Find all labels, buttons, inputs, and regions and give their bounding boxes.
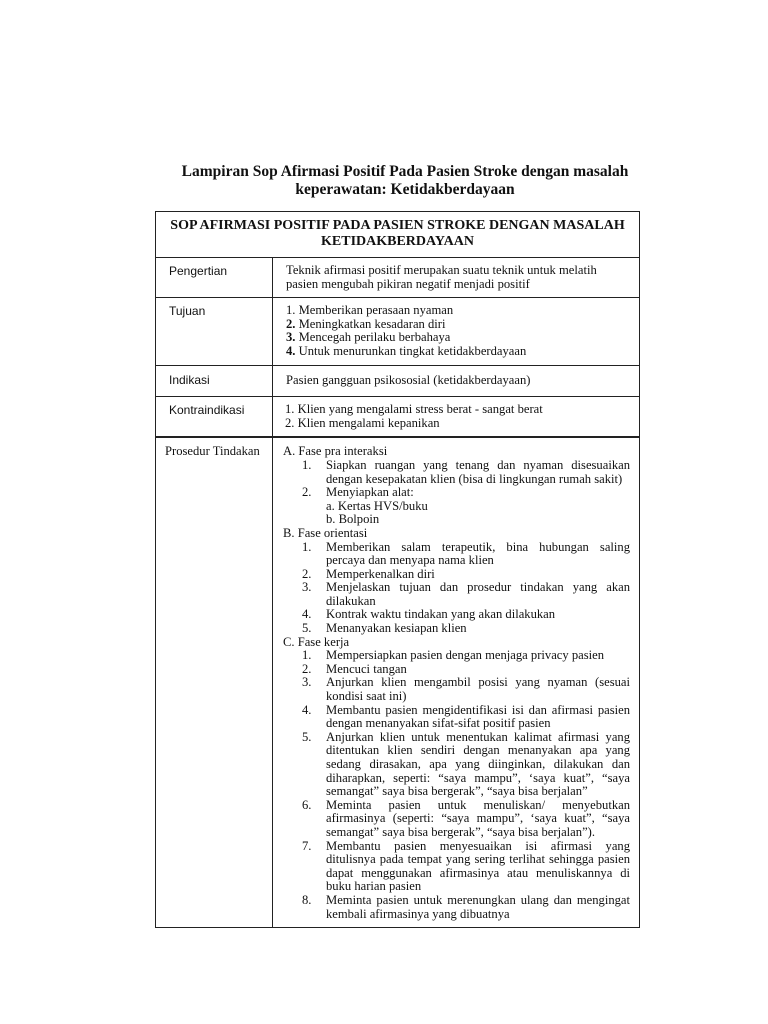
step-number: 1.: [302, 648, 312, 663]
step-text: Membantu pasien mengidentifikasi isi dan afirmasi pasien dengan menanyakan sifat-sifat positif pasien: [326, 702, 631, 731]
tujuan-label: Tujuan: [156, 298, 273, 365]
pengertian-line: pasien mengubah pikiran negatif menjadi positif: [286, 276, 530, 291]
document-title-line-1: Lampiran Sop Afirmasi Positif Pada Pasien Stroke dengan masalah: [181, 163, 629, 180]
kontraindikasi-label: Kontraindikasi: [156, 397, 273, 438]
list-item: [302, 622, 630, 636]
sub-item: a. Kertas HVS/buku: [326, 498, 428, 513]
kontraindikasi-item: 2. Klien mengalami kepanikan: [285, 415, 440, 430]
tujuan-item-number: 4.: [286, 343, 296, 358]
phase-steps: [283, 541, 630, 636]
table-header: [156, 212, 640, 258]
list-item: [302, 663, 630, 677]
list-item: [302, 894, 630, 921]
sop-table: [155, 211, 640, 928]
step-number: 1.: [302, 457, 312, 472]
step-text: Membantu pasien menyesuaikan isi afirmasi yang ditulisnya pada tempat yang sering terlihat sehingga pasien dapat menggunakan afirmasinya atau menuliskannya di buku harian pasien: [326, 838, 631, 894]
tujuan-item: [286, 318, 631, 332]
list-item: [302, 608, 630, 622]
list-item: [302, 459, 630, 486]
list-item: [302, 799, 630, 840]
step-number: 1.: [302, 539, 312, 554]
tujuan-item: [286, 331, 631, 345]
step-number: 8.: [302, 892, 312, 907]
tujuan-item-text: Meningkatkan kesadaran diri: [295, 316, 446, 331]
document-title: [160, 163, 650, 199]
step-text: Menanyakan kesiapan klien: [326, 621, 467, 636]
step-number: 6.: [302, 797, 312, 812]
list-item: [302, 486, 630, 527]
step-number: 3.: [302, 580, 312, 595]
table-header-row: [156, 212, 640, 258]
kontraindikasi-value: [273, 397, 640, 438]
tujuan-item-number: 2.: [286, 316, 296, 331]
step-number: 5.: [302, 729, 312, 744]
step-text: Anjurkan klien untuk menentukan kalimat afirmasi yang ditentukan klien sendiri dengan menanyakan apa yang sedang dirasakan, apa yang diinginkan, dilakukan dan diharapkan, seperti: “saya mampu”, ‘saya kuat”, “saya semangat” saya bisa bergerak”, “saya bisa berjalan”: [326, 729, 631, 799]
step-text: Menyiapkan alat:: [326, 485, 414, 500]
phase-title: B. Fase orientasi: [283, 525, 368, 540]
table-row: [156, 258, 640, 298]
prosedur-label: Prosedur Tindakan: [156, 437, 273, 927]
step-text: Memperkenalkan diri: [326, 566, 435, 581]
pengertian-line: Teknik afirmasi positif merupakan suatu teknik untuk melatih: [286, 263, 597, 277]
list-item: [302, 568, 630, 582]
step-text: Mempersiapkan pasien dengan menjaga privacy pasien: [326, 648, 605, 663]
step-number: 2.: [302, 661, 312, 676]
step-text: Meminta pasien untuk merenungkan ulang dan mengingat kembali afirmasinya yang dibuatnya: [326, 892, 631, 921]
indikasi-value: Pasien gangguan psikososial (ketidakberdayaan): [273, 365, 640, 397]
table-header-line-1: SOP AFIRMASI POSITIF PADA PASIEN STROKE DENGAN MASALAH: [170, 218, 625, 233]
indikasi-label: Indikasi: [156, 365, 273, 397]
tujuan-item-text: Mencegah perilaku berbahaya: [295, 330, 451, 345]
step-number: 5.: [302, 621, 312, 636]
list-item: [302, 840, 630, 894]
step-number: 2.: [302, 485, 312, 500]
phase-title: A. Fase pra interaksi: [283, 444, 388, 459]
phase-steps: [283, 649, 630, 921]
step-number: 4.: [302, 607, 312, 622]
step-number: 7.: [302, 838, 312, 853]
list-item: [302, 541, 630, 568]
pengertian-label: Pengertian: [156, 258, 273, 298]
tujuan-item-number: 3.: [286, 330, 296, 345]
list-item: [302, 676, 630, 703]
step-number: 3.: [302, 675, 312, 690]
pengertian-value: [273, 258, 640, 298]
step-text: Menjelaskan tujuan dan prosedur tindakan yang akan dilakukan: [326, 580, 631, 608]
list-item: [302, 704, 630, 731]
step-number: 4.: [302, 702, 312, 717]
tujuan-item: [286, 304, 631, 318]
list-item: [302, 581, 630, 608]
list-item: [302, 649, 630, 663]
tujuan-item-number: 1.: [286, 303, 296, 318]
step-text: Anjurkan klien mengambil posisi yang nyaman (sesuai kondisi saat ini): [326, 675, 631, 704]
table-row: [156, 365, 640, 397]
table-row: [156, 397, 640, 438]
tujuan-item: [286, 345, 631, 359]
phase-title: C. Fase kerja: [283, 634, 350, 649]
step-text: Mencuci tangan: [326, 661, 407, 676]
table-row: [156, 437, 640, 927]
prosedur-value: [273, 437, 640, 927]
sub-item: b. Bolpoin: [326, 512, 380, 527]
step-text: Siapkan ruangan yang tenang dan nyaman disesuaikan dengan kesepakatan klien (bisa di lingkungan rumah sakit): [326, 457, 631, 486]
step-text: Kontrak waktu tindakan yang akan dilakukan: [326, 607, 556, 622]
step-number: 2.: [302, 566, 312, 581]
step-text: Meminta pasien untuk menuliskan/ menyebutkan afirmasinya (seperti: “saya mampu”, ‘saya kuat”, “saya semangat” saya bisa bergerak”, “saya bisa berjalan”).: [326, 797, 631, 839]
kontraindikasi-item: 1. Klien yang mengalami stress berat - sangat berat: [285, 402, 543, 417]
tujuan-item-text: Memberikan perasaan nyaman: [295, 303, 454, 318]
tujuan-value: [273, 298, 640, 365]
phase-steps: [283, 459, 630, 527]
tujuan-item-text: Untuk menurunkan tingkat ketidakberdayaan: [295, 343, 527, 358]
document-title-line-2: keperawatan: Ketidakberdayaan: [295, 181, 515, 198]
step-text: Memberikan salam terapeutik, bina hubungan saling percaya dan menyapa nama klien: [326, 539, 631, 568]
table-row: [156, 298, 640, 365]
list-item: [302, 731, 630, 799]
table-header-line-2: KETIDAKBERDAYAAN: [321, 234, 475, 249]
